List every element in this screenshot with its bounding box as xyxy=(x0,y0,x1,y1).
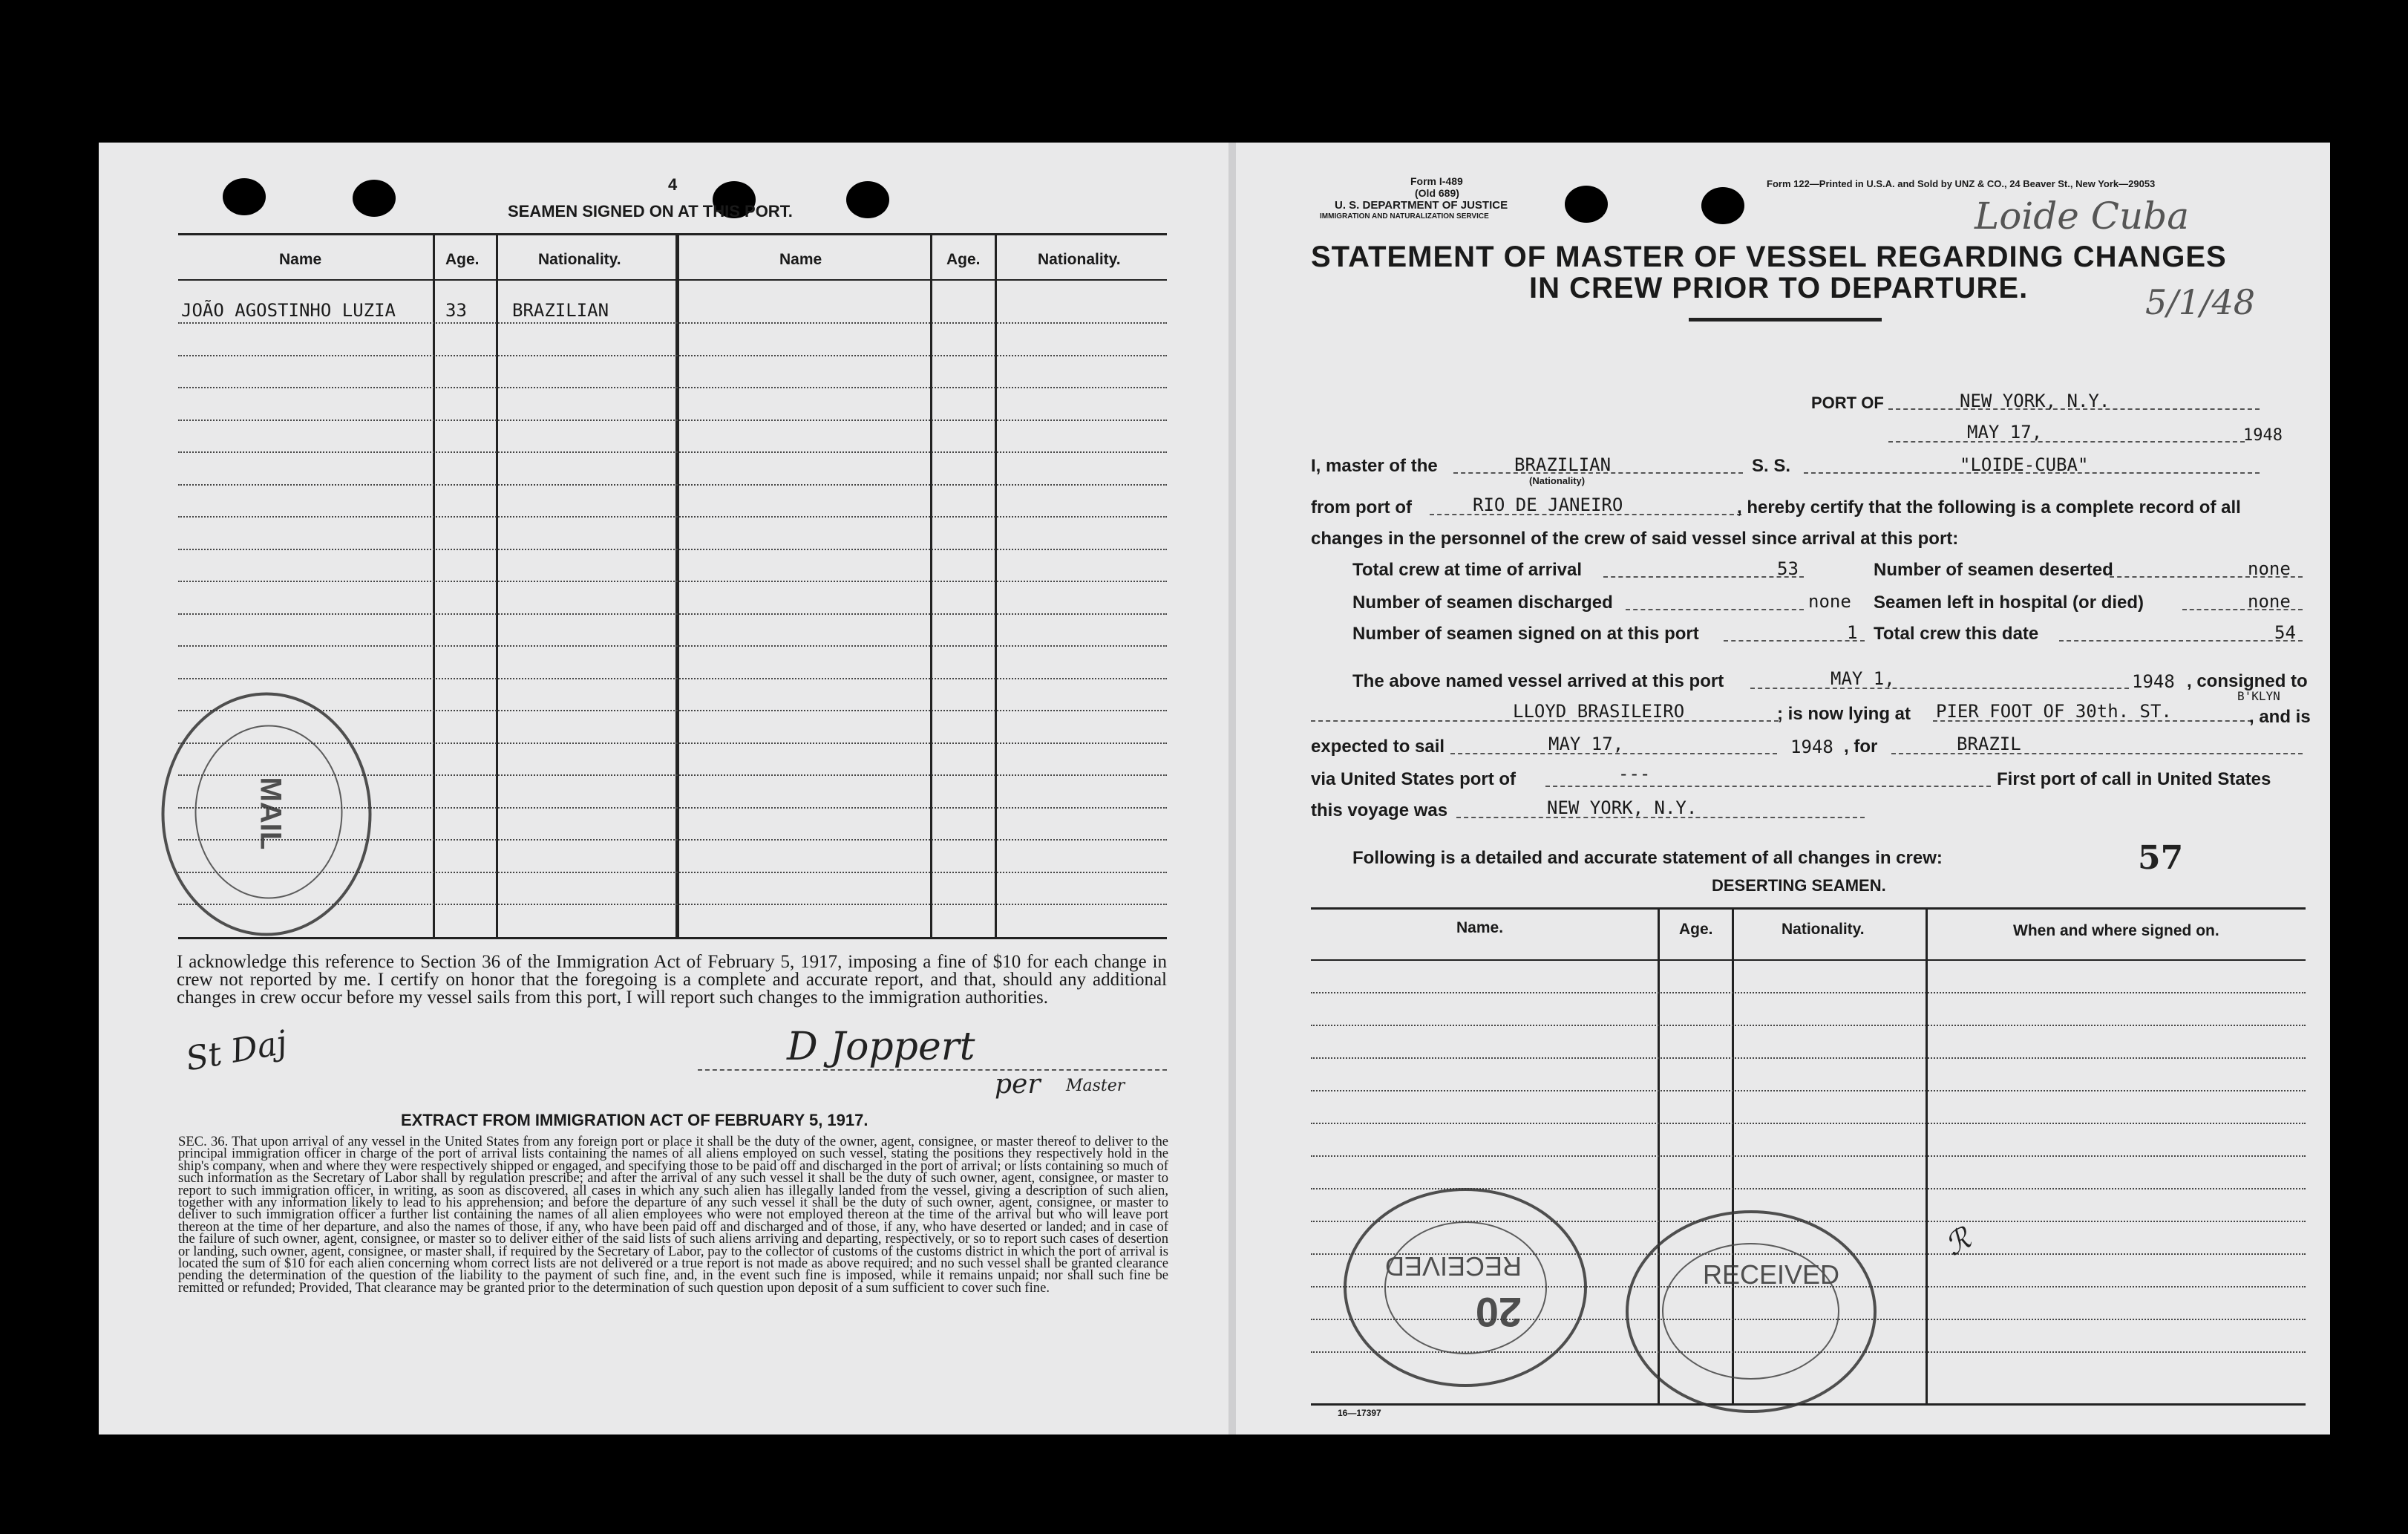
total-date-label: Total crew this date xyxy=(1874,624,2039,644)
via-value: --- xyxy=(1618,763,1651,784)
table-row-line xyxy=(178,710,1167,711)
table-row-line xyxy=(178,322,1167,324)
ship-value: "LOIDE-CUBA" xyxy=(1960,454,2089,475)
form-old: (Old 689) xyxy=(1415,187,1459,199)
nationality-caption: (Nationality) xyxy=(1529,475,1586,486)
table-top-rule xyxy=(178,233,1167,235)
handwritten-ship-name: Loide Cuba xyxy=(1975,195,2190,238)
table-row-line xyxy=(178,581,1167,582)
table-row-line xyxy=(178,549,1167,550)
col-header-nationality-2: Nationality. xyxy=(1038,251,1121,268)
expected-value: MAY 17, xyxy=(1548,734,1624,754)
port-of-value: NEW YORK, N.Y. xyxy=(1960,391,2110,411)
page-gutter xyxy=(1228,143,1236,1435)
col-divider xyxy=(675,235,679,939)
deserting-col-age: Age. xyxy=(1679,921,1713,938)
from-port-label: from port of xyxy=(1311,497,1412,518)
table-row-line xyxy=(178,645,1167,647)
hospital-value: none xyxy=(2248,591,2291,612)
stamp-received-inverted: RECEIVED xyxy=(1384,1251,1522,1282)
arrived-label: The above named vessel arrived at this port xyxy=(1352,671,1724,691)
stamp-received-text: RECEIVED xyxy=(1703,1259,1840,1290)
table-row-line xyxy=(178,678,1167,679)
table-row-line xyxy=(178,355,1167,356)
consigned-label: , consigned to xyxy=(2187,671,2308,691)
punch-hole xyxy=(353,180,396,217)
punch-hole xyxy=(1701,187,1744,224)
for-line xyxy=(1891,753,2303,754)
page-number: 4 xyxy=(668,175,678,194)
signature-line xyxy=(698,1069,1167,1071)
bottom-code: 16—17397 xyxy=(1338,1408,1381,1418)
table-row-line xyxy=(178,484,1167,486)
total-date-value: 54 xyxy=(2274,622,2296,643)
table-row-line xyxy=(178,420,1167,421)
master-signature: D Joppert xyxy=(787,1025,975,1069)
initials-handwritten: St Daj xyxy=(183,1023,290,1079)
signed-on-value: 1 xyxy=(1847,622,1858,643)
seaman-name: JOÃO AGOSTINHO LUZIA xyxy=(181,300,396,321)
consignee-value: LLOYD BRASILEIRO xyxy=(1513,701,1685,722)
ss-label: S. S. xyxy=(1752,456,1791,476)
right-table-header-rule xyxy=(1311,959,2306,961)
form-title-line2: IN CREW PRIOR TO DEPARTURE. xyxy=(1529,272,2029,304)
col-header-name: Name xyxy=(279,251,322,268)
lying-label: ; is now lying at xyxy=(1777,704,1911,724)
deserted-label: Number of seamen deserted xyxy=(1874,560,2113,580)
changes-text: changes in the personnel of the crew of said vessel since arrival at this port: xyxy=(1311,529,1959,549)
total-crew-label: Total crew at time of arrival xyxy=(1352,560,1582,580)
mail-stamp xyxy=(162,693,372,936)
right-table-bottom xyxy=(1311,1403,2306,1406)
table-row-line xyxy=(178,387,1167,388)
table-row-line xyxy=(178,613,1167,615)
title-underline xyxy=(1689,318,1882,322)
table-row-line xyxy=(1311,1155,2306,1157)
punch-hole xyxy=(1565,186,1608,223)
deserting-col-signed-on: When and where signed on. xyxy=(2013,922,2219,939)
table-row-line xyxy=(178,451,1167,453)
and-is-label: , and is xyxy=(2249,707,2311,727)
expected-label: expected to sail xyxy=(1311,737,1445,757)
col-header-nationality: Nationality. xyxy=(538,251,621,268)
nationality-value: BRAZILIAN xyxy=(1514,454,1612,475)
col-divider xyxy=(1926,909,1928,1405)
form-number: Form I-489 xyxy=(1410,175,1463,187)
col-divider xyxy=(496,235,498,939)
deserting-title: DESERTING SEAMEN. xyxy=(1712,876,1886,895)
following-label: Following is a detailed and accurate statement of all changes in crew: xyxy=(1352,848,1943,868)
handwritten-date: 5/1/48 xyxy=(2145,282,2256,322)
hospital-label: Seamen left in hospital (or died) xyxy=(1874,593,2144,613)
received-stamp xyxy=(1626,1210,1877,1413)
signed-on-label: Number of seamen signed on at this port xyxy=(1352,624,1699,644)
right-table-top xyxy=(1311,907,2306,910)
for-label: , for xyxy=(1844,737,1878,757)
printer-line: Form 122—Printed in U.S.A. and Sold by UNZ & CO., 24 Beaver St., New York—29053 xyxy=(1767,178,2156,189)
received-stamp-inverted xyxy=(1344,1188,1587,1387)
certify-text: , hereby certify that the following is a complete record of all xyxy=(1737,497,2241,518)
discharged-line xyxy=(1626,609,1804,610)
table-row-line xyxy=(1311,992,2306,993)
handwritten-number: 57 xyxy=(2138,839,2184,877)
total-crew-line xyxy=(1603,576,1804,578)
stamp-date-number: 20 xyxy=(1475,1289,1522,1336)
form-title-line1: STATEMENT OF MASTER OF VESSEL REGARDING CHANGES xyxy=(1311,241,2227,273)
signature-per: per xyxy=(995,1069,1041,1100)
master-label: Master xyxy=(1066,1077,1125,1095)
extract-text: SEC. 36. That upon arrival of any vessel in the United States from any foreign port or place it shall be the duty of the owner, agent, consignee, or master thereof to deliver to the principal immigration officer in charge of the port of arrival lists containing the names of all aliens employed on such vessel, stating the positions they respectively hold in the ship's company, when and where they were respectively shipped or engaged, and specifying those to be paid off and discharged in the port of arrival; or lists containing so much of such information as the Secretary of Labor shall by regulation prescribe; and after the arrival of any such vessel it shall be the duty of such owner, agent, consignee, or master to report to such immigration officer, in writing, as soon as discovered, all cases in which any such alien has illegally landed from the vessel, giving a description of such alien, together with any information likely to lead to his apprehension; and before the departure of any such vessel it shall be the duty of such owner, agent, consignee, or master to deliver to such immigration officer a further list containing the names of all alien employees who were not employed thereon at the time of the arrival but who will leave port thereon at the time of her departure, and also the names of those, if any, who have been paid off and discharged and of those, if any, who have deserted or landed; and in case of the failure of such owner, agent, consignee, or master so to deliver either of the said lists of such aliens arriving and departing, respectively, or so to report such cases of desertion or landing, such owner, agent, consignee, or master shall, if required by the Secretary of Labor, pay to the collector of customs of the customs district in which the port of arrival is located the sum of $10 for each alien concerning whom correct lists are not delivered or a true report is not made as above required; and no such vessel shall be granted clearance pending the determination of the question of the liability to the payment of such fine, and, in the event such fine is imposed, while it remains unpaid; nor shall such fine be remitted or refunded; Provided, That clearance may be granted prior to the determination of such question upon deposit of a sum sufficient to cover such fine. xyxy=(178,1134,1168,1296)
table-row-line xyxy=(178,516,1167,518)
extract-title: EXTRACT FROM IMMIGRATION ACT OF FEBRUARY 5, 1917. xyxy=(401,1111,868,1129)
table-header-rule xyxy=(178,279,1167,281)
punch-hole xyxy=(223,178,266,215)
table-row-line xyxy=(1311,1123,2306,1124)
lying-value: PIER FOOT OF 30th. ST. xyxy=(1936,701,2172,722)
signed-on-line xyxy=(1724,640,1865,642)
via-label: via United States port of xyxy=(1311,769,1517,789)
col-divider xyxy=(995,235,997,939)
punch-hole xyxy=(846,181,889,218)
total-crew-value: 53 xyxy=(1777,558,1799,579)
col-header-age-2: Age. xyxy=(946,251,981,268)
acknowledgement-text: I acknowledge this reference to Section 36 of the Immigration Act of February 5, 1917, imposing a fine of $10 for each change in crew not reported by me. I certify on honor that the foregoing is a complete and accurate report, and that, should any additional changes in crew occur before my vessel sails from this port, I will report such changes to the immigration authorities. xyxy=(177,952,1167,1008)
via-line xyxy=(1545,786,1991,787)
mail-stamp-text: MAIL xyxy=(254,777,287,850)
table-bottom-rule xyxy=(178,937,1167,939)
table-row-line xyxy=(1311,1057,2306,1059)
expected-year: 1948 xyxy=(1790,737,1833,757)
table-row-line xyxy=(1311,1090,2306,1091)
department: U. S. DEPARTMENT OF JUSTICE xyxy=(1335,199,1508,212)
left-title: SEAMEN SIGNED ON AT THIS PORT. xyxy=(508,202,793,221)
seaman-age: 33 xyxy=(445,300,467,321)
date-value: MAY 17, xyxy=(1967,422,2043,443)
service: IMMIGRATION AND NATURALIZATION SERVICE xyxy=(1320,212,1489,221)
year-value: 1948 xyxy=(2243,426,2283,445)
initial-mark: ℛ xyxy=(1939,1221,1977,1263)
from-port-value: RIO DE JANEIRO xyxy=(1473,495,1623,515)
for-value: BRAZIL xyxy=(1957,734,2021,754)
discharged-label: Number of seamen discharged xyxy=(1352,593,1613,613)
discharged-value: none xyxy=(1808,591,1851,612)
date-line xyxy=(1888,441,2245,443)
deserting-col-nationality: Nationality. xyxy=(1782,921,1865,938)
col-header-name-2: Name xyxy=(779,251,822,268)
first-port-label: First port of call in United States xyxy=(1997,769,2271,789)
table-row-line xyxy=(1311,1025,2306,1026)
col-divider xyxy=(433,235,435,939)
master-of-label: I, master of the xyxy=(1311,456,1438,476)
total-date-line xyxy=(2059,640,2303,642)
port-of-label: PORT OF xyxy=(1811,394,1884,412)
this-voyage-label: this voyage was xyxy=(1311,800,1448,820)
this-voyage-value: NEW YORK, N.Y. xyxy=(1547,797,1698,818)
deserting-col-name: Name. xyxy=(1456,919,1504,936)
col-divider xyxy=(930,235,932,939)
col-header-age: Age. xyxy=(445,251,480,268)
seaman-nationality: BRAZILIAN xyxy=(512,300,609,321)
lying-note: B'KLYN xyxy=(2237,689,2280,703)
deserted-value: none xyxy=(2248,558,2291,579)
arrived-value: MAY 1, xyxy=(1830,668,1895,689)
arrived-year: 1948 xyxy=(2132,671,2175,692)
arrived-line xyxy=(1750,688,2129,689)
